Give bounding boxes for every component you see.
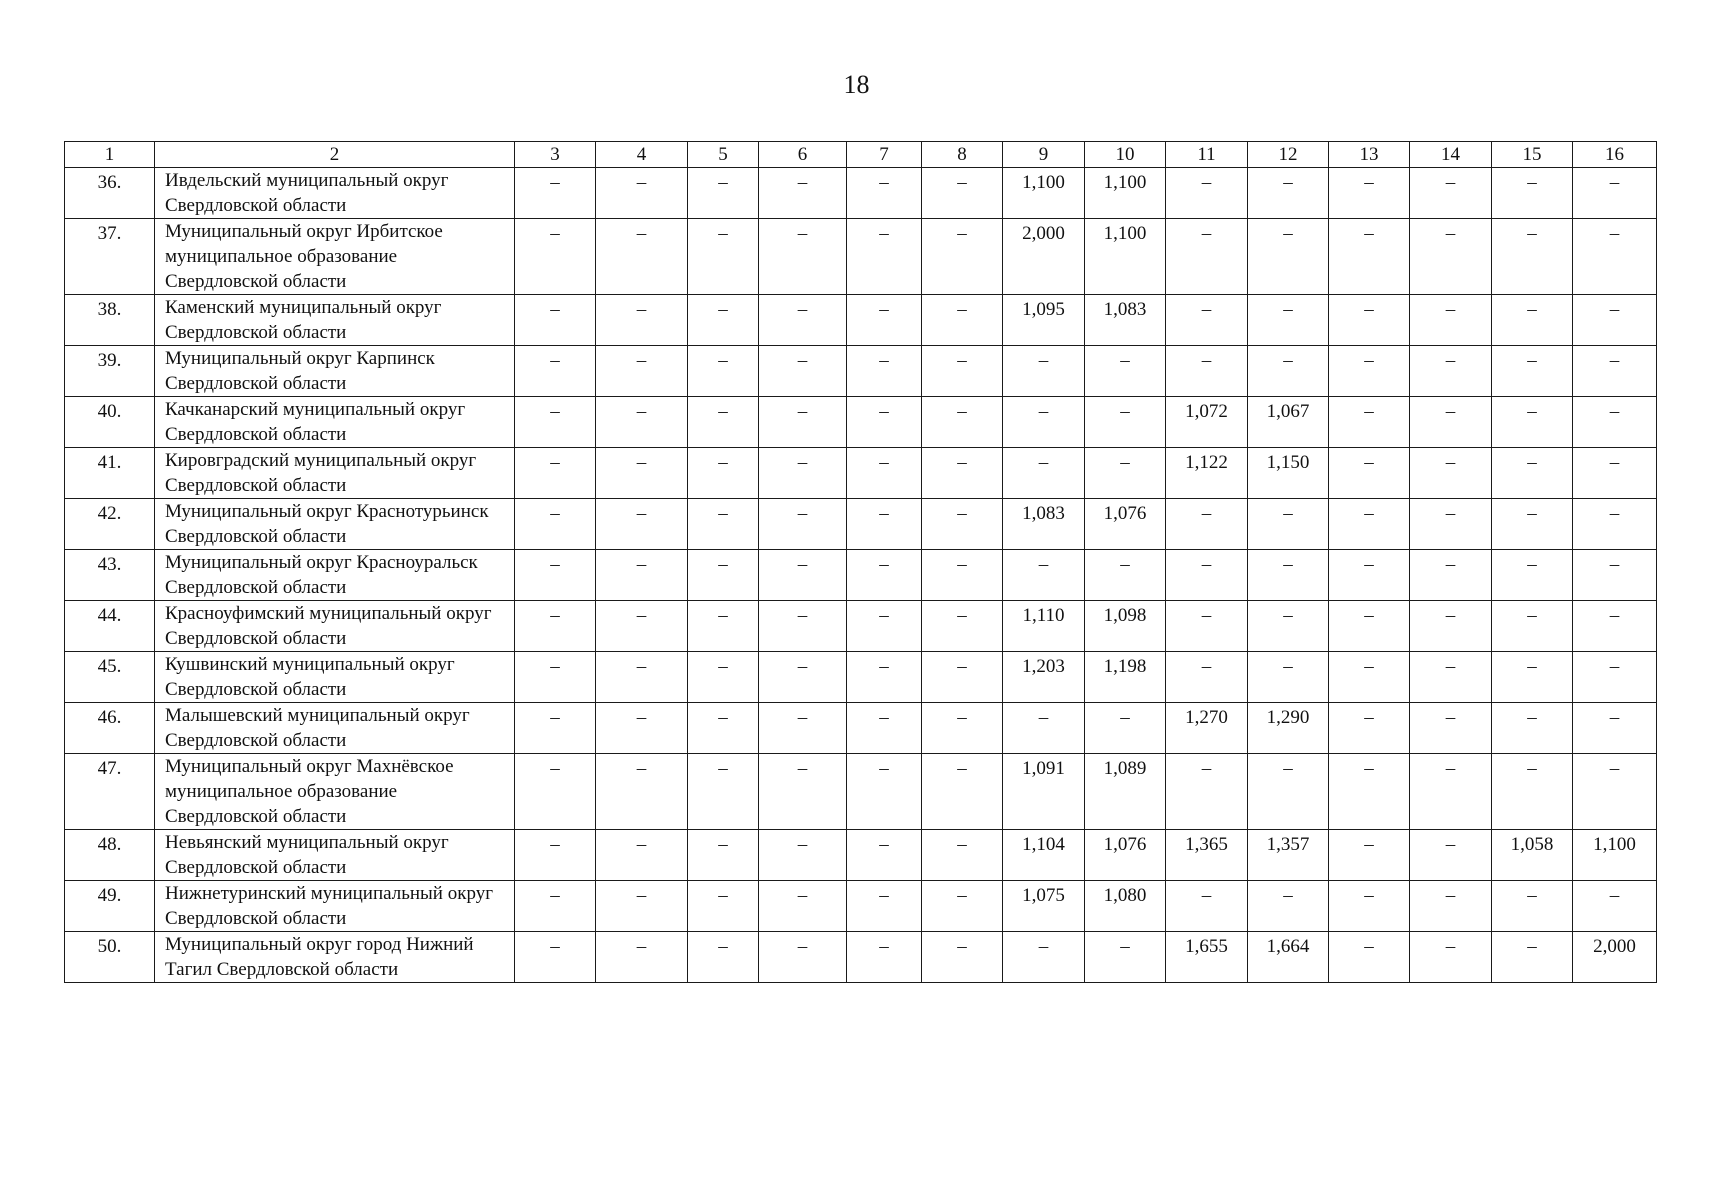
value-cell: 2,000	[1003, 219, 1085, 295]
row-number: 42.	[65, 499, 155, 550]
row-number: 40.	[65, 397, 155, 448]
value-cell: –	[688, 932, 759, 983]
value-cell: –	[1166, 295, 1248, 346]
value-cell: –	[515, 550, 596, 601]
value-cell: –	[847, 932, 922, 983]
value-cell: –	[1573, 601, 1657, 652]
municipality-name: Качканарский муниципальный округ Свердловской области	[155, 397, 515, 448]
value-cell: –	[1329, 397, 1410, 448]
value-cell: –	[759, 703, 847, 754]
value-cell: –	[1003, 932, 1085, 983]
value-cell: –	[1329, 346, 1410, 397]
value-cell: –	[1248, 601, 1329, 652]
value-cell: 2,000	[1573, 932, 1657, 983]
value-cell: –	[1410, 219, 1492, 295]
value-cell: –	[759, 652, 847, 703]
value-cell: –	[1248, 219, 1329, 295]
municipality-name: Невьянский муниципальный округ Свердловской области	[155, 830, 515, 881]
municipality-name: Малышевский муниципальный округ Свердловской области	[155, 703, 515, 754]
value-cell: –	[847, 499, 922, 550]
column-header: 2	[155, 142, 515, 168]
municipality-name: Красноуфимский муниципальный округ Свердловской области	[155, 601, 515, 652]
value-cell: –	[1329, 652, 1410, 703]
value-cell: –	[515, 499, 596, 550]
table-row	[65, 168, 1657, 219]
value-cell: 1,150	[1248, 448, 1329, 499]
column-header: 16	[1573, 142, 1657, 168]
value-cell: –	[688, 754, 759, 830]
page-number: 18	[843, 70, 870, 99]
value-cell: –	[1492, 550, 1573, 601]
value-cell: –	[1410, 346, 1492, 397]
column-header: 15	[1492, 142, 1573, 168]
value-cell: –	[1410, 601, 1492, 652]
value-cell: –	[922, 881, 1003, 932]
value-cell: –	[515, 219, 596, 295]
value-cell: –	[759, 754, 847, 830]
value-cell: –	[1410, 703, 1492, 754]
value-cell: –	[596, 652, 688, 703]
value-cell: –	[515, 703, 596, 754]
value-cell: –	[922, 295, 1003, 346]
value-cell: –	[1003, 703, 1085, 754]
value-cell: 1,100	[1003, 168, 1085, 219]
value-cell: –	[759, 881, 847, 932]
value-cell: –	[847, 295, 922, 346]
value-cell: –	[1573, 754, 1657, 830]
value-cell: –	[759, 448, 847, 499]
column-header: 14	[1410, 142, 1492, 168]
value-cell: –	[1573, 397, 1657, 448]
value-cell: –	[759, 830, 847, 881]
value-cell: –	[1248, 652, 1329, 703]
row-number: 41.	[65, 448, 155, 499]
value-cell: –	[1573, 550, 1657, 601]
value-cell: –	[688, 703, 759, 754]
column-header: 9	[1003, 142, 1085, 168]
value-cell: –	[1085, 703, 1166, 754]
value-cell: –	[515, 295, 596, 346]
value-cell: 1,655	[1166, 932, 1248, 983]
value-cell: 1,110	[1003, 601, 1085, 652]
value-cell: –	[1166, 601, 1248, 652]
value-cell: –	[1329, 601, 1410, 652]
value-cell: –	[759, 168, 847, 219]
column-header: 8	[922, 142, 1003, 168]
value-cell: –	[1492, 754, 1573, 830]
value-cell: 1,664	[1248, 932, 1329, 983]
value-cell: –	[1329, 295, 1410, 346]
value-cell: –	[1573, 499, 1657, 550]
municipality-name: Муниципальный округ Карпинск Свердловской области	[155, 346, 515, 397]
value-cell: –	[1410, 881, 1492, 932]
column-header: 13	[1329, 142, 1410, 168]
value-cell: –	[1329, 499, 1410, 550]
value-cell: –	[922, 448, 1003, 499]
value-cell: –	[1492, 703, 1573, 754]
value-cell: –	[1573, 219, 1657, 295]
value-cell: –	[1410, 168, 1492, 219]
row-number: 37.	[65, 219, 155, 295]
value-cell: –	[922, 499, 1003, 550]
value-cell: 1,067	[1248, 397, 1329, 448]
municipality-name: Кировградский муниципальный округ Свердловской области	[155, 448, 515, 499]
municipality-name: Муниципальный округ Махнёвское муниципальное образование Свердловской области	[155, 754, 515, 830]
table-row	[65, 397, 1657, 448]
value-cell: –	[515, 754, 596, 830]
value-cell: 1,100	[1573, 830, 1657, 881]
value-cell: –	[596, 397, 688, 448]
value-cell: –	[847, 881, 922, 932]
value-cell: –	[596, 830, 688, 881]
value-cell: –	[1492, 601, 1573, 652]
row-number: 49.	[65, 881, 155, 932]
value-cell: –	[1085, 397, 1166, 448]
table-row	[65, 932, 1657, 983]
value-cell: –	[515, 168, 596, 219]
value-cell: –	[1492, 219, 1573, 295]
value-cell: –	[847, 168, 922, 219]
value-cell: –	[1492, 168, 1573, 219]
value-cell: 1,098	[1085, 601, 1166, 652]
value-cell: –	[847, 550, 922, 601]
value-cell: –	[596, 499, 688, 550]
value-cell: –	[688, 550, 759, 601]
value-cell: –	[847, 219, 922, 295]
municipality-name: Кушвинский муниципальный округ Свердловской области	[155, 652, 515, 703]
value-cell: –	[596, 601, 688, 652]
value-cell: –	[1248, 346, 1329, 397]
value-cell: –	[759, 601, 847, 652]
value-cell: 1,076	[1085, 499, 1166, 550]
row-number: 44.	[65, 601, 155, 652]
table-row	[65, 499, 1657, 550]
header-row	[65, 142, 1657, 168]
value-cell: 1,100	[1085, 168, 1166, 219]
municipality-name: Муниципальный округ Ирбитское муниципальное образование Свердловской области	[155, 219, 515, 295]
value-cell: –	[596, 448, 688, 499]
value-cell: –	[1329, 448, 1410, 499]
value-cell: –	[1410, 448, 1492, 499]
column-header: 6	[759, 142, 847, 168]
value-cell: –	[1573, 346, 1657, 397]
value-cell: –	[688, 219, 759, 295]
value-cell: –	[922, 168, 1003, 219]
value-cell: –	[596, 219, 688, 295]
value-cell: –	[847, 830, 922, 881]
value-cell: –	[1248, 881, 1329, 932]
value-cell: –	[922, 703, 1003, 754]
value-cell: –	[596, 168, 688, 219]
table-row	[65, 346, 1657, 397]
value-cell: –	[596, 295, 688, 346]
value-cell: 1,089	[1085, 754, 1166, 830]
value-cell: –	[1410, 754, 1492, 830]
value-cell: –	[922, 932, 1003, 983]
value-cell: 1,083	[1085, 295, 1166, 346]
value-cell: 1,290	[1248, 703, 1329, 754]
value-cell: –	[515, 397, 596, 448]
value-cell: –	[596, 550, 688, 601]
value-cell: –	[847, 652, 922, 703]
table-row	[65, 652, 1657, 703]
column-header: 5	[688, 142, 759, 168]
value-cell: –	[1329, 932, 1410, 983]
value-cell: –	[1492, 932, 1573, 983]
value-cell: 1,095	[1003, 295, 1085, 346]
value-cell: –	[922, 397, 1003, 448]
column-header: 12	[1248, 142, 1329, 168]
row-number: 43.	[65, 550, 155, 601]
value-cell: –	[596, 346, 688, 397]
value-cell: –	[922, 754, 1003, 830]
value-cell: –	[1248, 499, 1329, 550]
value-cell: –	[1248, 754, 1329, 830]
value-cell: –	[1410, 295, 1492, 346]
value-cell: –	[1492, 652, 1573, 703]
value-cell: –	[515, 448, 596, 499]
data-table	[64, 141, 1657, 983]
value-cell: –	[759, 346, 847, 397]
value-cell: –	[847, 601, 922, 652]
value-cell: –	[759, 932, 847, 983]
column-header: 10	[1085, 142, 1166, 168]
value-cell: –	[596, 703, 688, 754]
value-cell: –	[847, 397, 922, 448]
value-cell: –	[1329, 168, 1410, 219]
value-cell: –	[688, 601, 759, 652]
table-row	[65, 881, 1657, 932]
municipality-name: Каменский муниципальный округ Свердловской области	[155, 295, 515, 346]
value-cell: –	[1248, 168, 1329, 219]
row-number: 39.	[65, 346, 155, 397]
value-cell: –	[688, 499, 759, 550]
value-cell: 1,104	[1003, 830, 1085, 881]
row-number: 36.	[65, 168, 155, 219]
municipality-name: Нижнетуринский муниципальный округ Свердловской области	[155, 881, 515, 932]
value-cell: –	[847, 448, 922, 499]
value-cell: –	[1410, 830, 1492, 881]
value-cell: –	[1573, 703, 1657, 754]
value-cell: –	[515, 601, 596, 652]
value-cell: 1,122	[1166, 448, 1248, 499]
value-cell: –	[1492, 499, 1573, 550]
value-cell: –	[922, 830, 1003, 881]
value-cell: 1,076	[1085, 830, 1166, 881]
value-cell: –	[1248, 295, 1329, 346]
value-cell: –	[922, 219, 1003, 295]
value-cell: –	[1248, 550, 1329, 601]
row-number: 47.	[65, 754, 155, 830]
table-row	[65, 550, 1657, 601]
value-cell: 1,075	[1003, 881, 1085, 932]
row-number: 38.	[65, 295, 155, 346]
value-cell: –	[1329, 703, 1410, 754]
value-cell: –	[1573, 652, 1657, 703]
value-cell: 1,270	[1166, 703, 1248, 754]
value-cell: –	[1410, 652, 1492, 703]
row-number: 50.	[65, 932, 155, 983]
value-cell: 1,203	[1003, 652, 1085, 703]
value-cell: –	[1329, 830, 1410, 881]
value-cell: –	[1085, 448, 1166, 499]
value-cell: –	[759, 219, 847, 295]
row-number: 46.	[65, 703, 155, 754]
value-cell: –	[1329, 219, 1410, 295]
value-cell: –	[515, 346, 596, 397]
value-cell: –	[922, 550, 1003, 601]
value-cell: –	[596, 754, 688, 830]
value-cell: 1,198	[1085, 652, 1166, 703]
value-cell: –	[847, 754, 922, 830]
value-cell: –	[759, 550, 847, 601]
column-header: 11	[1166, 142, 1248, 168]
value-cell: –	[1410, 550, 1492, 601]
value-cell: 1,091	[1003, 754, 1085, 830]
value-cell: –	[515, 830, 596, 881]
value-cell: 1,058	[1492, 830, 1573, 881]
value-cell: –	[688, 448, 759, 499]
municipality-name: Муниципальный округ Красноуральск Свердловской области	[155, 550, 515, 601]
column-header: 4	[596, 142, 688, 168]
value-cell: –	[847, 346, 922, 397]
row-number: 45.	[65, 652, 155, 703]
value-cell: –	[1329, 550, 1410, 601]
table-row	[65, 295, 1657, 346]
value-cell: –	[1085, 932, 1166, 983]
value-cell: –	[1492, 397, 1573, 448]
value-cell: –	[688, 652, 759, 703]
value-cell: –	[1492, 448, 1573, 499]
value-cell: –	[688, 168, 759, 219]
value-cell: 1,365	[1166, 830, 1248, 881]
value-cell: –	[1410, 932, 1492, 983]
value-cell: –	[688, 346, 759, 397]
value-cell: –	[759, 499, 847, 550]
value-cell: –	[1166, 346, 1248, 397]
municipality-name: Ивдельский муниципальный округ Свердловской области	[155, 168, 515, 219]
value-cell: –	[1003, 550, 1085, 601]
table-row	[65, 601, 1657, 652]
value-cell: –	[1410, 397, 1492, 448]
value-cell: –	[1003, 448, 1085, 499]
value-cell: 1,083	[1003, 499, 1085, 550]
value-cell: –	[1003, 346, 1085, 397]
value-cell: –	[596, 881, 688, 932]
column-header: 1	[65, 142, 155, 168]
value-cell: 1,357	[1248, 830, 1329, 881]
value-cell: –	[847, 703, 922, 754]
value-cell: –	[596, 932, 688, 983]
value-cell: –	[1573, 168, 1657, 219]
value-cell: –	[1492, 295, 1573, 346]
value-cell: –	[1573, 295, 1657, 346]
value-cell: –	[515, 652, 596, 703]
value-cell: –	[688, 397, 759, 448]
value-cell: –	[1410, 499, 1492, 550]
value-cell: –	[1329, 754, 1410, 830]
value-cell: –	[1166, 499, 1248, 550]
table-row	[65, 219, 1657, 295]
column-header: 3	[515, 142, 596, 168]
value-cell: –	[759, 295, 847, 346]
value-cell: –	[1166, 168, 1248, 219]
table-row	[65, 754, 1657, 830]
value-cell: 1,072	[1166, 397, 1248, 448]
value-cell: –	[515, 932, 596, 983]
value-cell: –	[1085, 550, 1166, 601]
value-cell: –	[1166, 219, 1248, 295]
table-row	[65, 830, 1657, 881]
value-cell: –	[922, 601, 1003, 652]
value-cell: –	[1492, 346, 1573, 397]
value-cell: –	[1085, 346, 1166, 397]
row-number: 48.	[65, 830, 155, 881]
value-cell: –	[1573, 448, 1657, 499]
value-cell: –	[759, 397, 847, 448]
value-cell: –	[688, 830, 759, 881]
value-cell: –	[1573, 881, 1657, 932]
value-cell: –	[688, 295, 759, 346]
value-cell: –	[515, 881, 596, 932]
value-cell: 1,080	[1085, 881, 1166, 932]
table-row	[65, 703, 1657, 754]
table-row	[65, 448, 1657, 499]
municipality-name: Муниципальный округ город Нижний Тагил Свердловской области	[155, 932, 515, 983]
value-cell: –	[1166, 652, 1248, 703]
value-cell: –	[1166, 550, 1248, 601]
table-body	[65, 168, 1657, 983]
value-cell: –	[1003, 397, 1085, 448]
value-cell: –	[922, 652, 1003, 703]
column-header: 7	[847, 142, 922, 168]
value-cell: –	[922, 346, 1003, 397]
value-cell: –	[1492, 881, 1573, 932]
value-cell: 1,100	[1085, 219, 1166, 295]
municipality-name: Муниципальный округ Краснотурьинск Свердловской области	[155, 499, 515, 550]
value-cell: –	[1166, 754, 1248, 830]
value-cell: –	[1329, 881, 1410, 932]
value-cell: –	[688, 881, 759, 932]
value-cell: –	[1166, 881, 1248, 932]
